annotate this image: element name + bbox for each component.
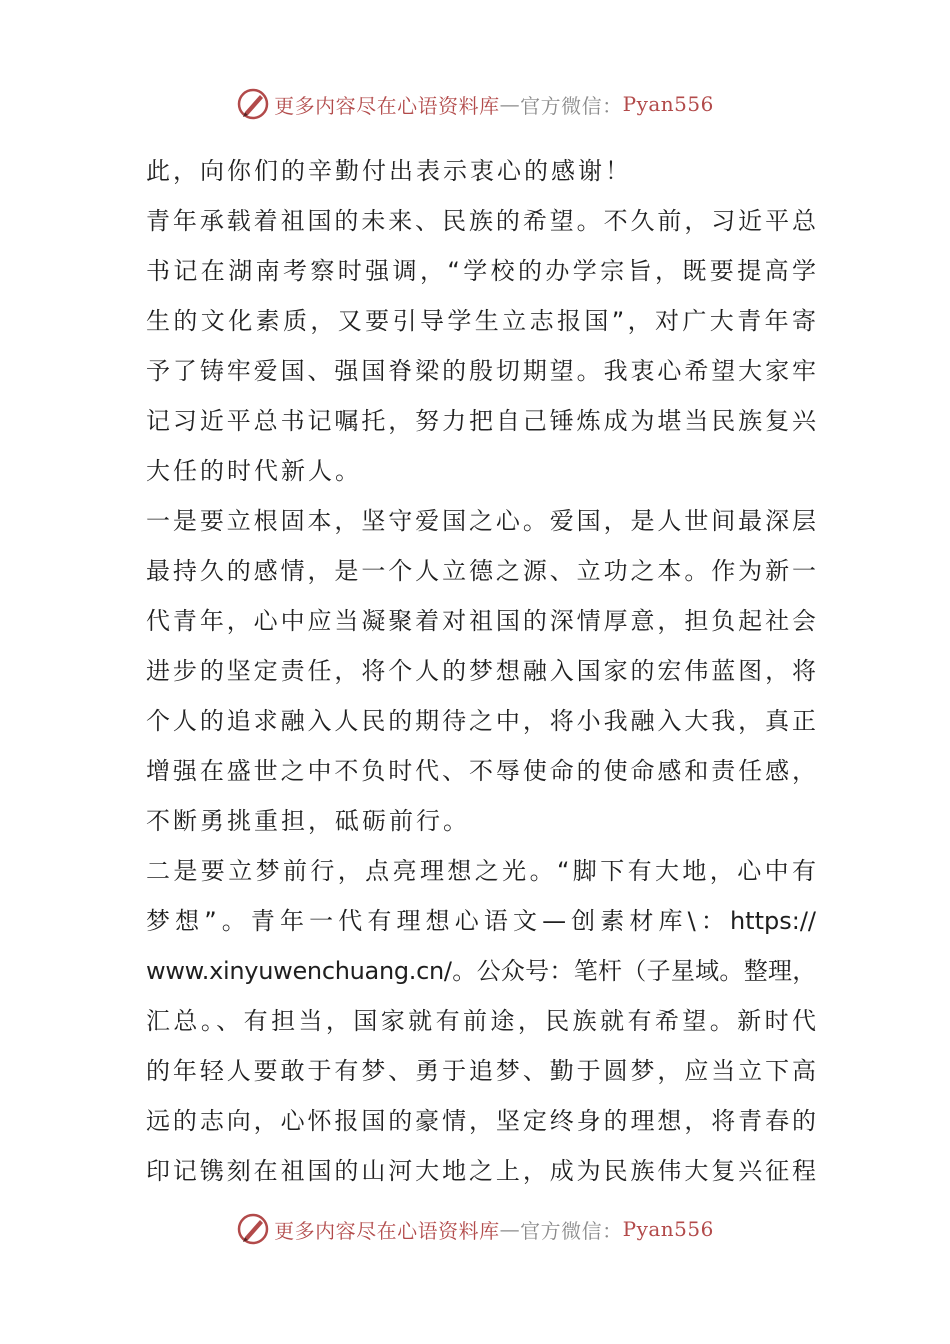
text-line: 予了铸牢爱国、强国脊梁的殷切期望。我衷心希望大家牢 — [146, 357, 816, 385]
footer-contact-id: Pyan556 — [622, 1217, 714, 1241]
text-line: 汇总。、有担当，国家就有前途，民族就有希望。新时代 — [146, 1007, 816, 1035]
header-contact-label: 官方微信： — [520, 93, 623, 118]
text-line: 青年承载着祖国的未来、民族的希望。不久前，习近平总 — [146, 207, 816, 235]
text-line: 最持久的感情，是一个人立德之源、立功之本。作为新一 — [146, 557, 816, 585]
text-line: 一是要立根固本，坚守爱国之心。爱国，是人世间最深层 — [146, 507, 816, 535]
text-line: www.xinyuwenchuang.cn/。公众号：笔杆（子星域。整理， — [146, 957, 816, 985]
text-line: 远的志向，心怀报国的豪情，坚定终身的理想，将青春的 — [146, 1107, 816, 1135]
header-banner — [0, 82, 950, 126]
text-line: 记习近平总书记嘱托，努力把自己锤炼成为堪当民族复兴 — [146, 407, 816, 435]
text-line: 的年轻人要敢于有梦、勇于追梦、勤于圆梦，应当立下高 — [146, 1057, 816, 1085]
text-line: 此，向你们的辛勤付出表示衷心的感谢！ — [146, 157, 632, 185]
text-line: 书记在湖南考察时强调，“学校的办学宗旨，既要提高学 — [146, 257, 816, 285]
text-line: 大任的时代新人。 — [146, 457, 362, 485]
footer-banner — [0, 1207, 950, 1251]
text-line: 增强在盛世之中不负时代、不辱使命的使命感和责任感， — [146, 757, 816, 785]
text-line: 生的文化素质，又要引导学生立志报国”，对广大青年寄 — [146, 307, 816, 335]
pen-logo-icon — [236, 87, 270, 121]
header-contact-id: Pyan556 — [622, 92, 714, 116]
footer-contact-label: 官方微信： — [520, 1218, 623, 1243]
text-line: 个人的追求融入人民的期待之中，将小我融入大我，真正 — [146, 707, 816, 735]
text-line: 进步的坚定责任，将个人的梦想融入国家的宏伟蓝图，将 — [146, 657, 816, 685]
text-line: 不断勇挑重担，砥砺前行。 — [146, 807, 470, 835]
text-line: 二是要立梦前行，点亮理想之光。“脚下有大地，心中有 — [146, 857, 816, 885]
header-dash: — — [499, 92, 521, 116]
text-line: 印记镌刻在祖国的山河大地之上，成为民族伟大复兴征程 — [146, 1157, 816, 1185]
document-body — [146, 146, 816, 1196]
header-brand: 更多内容尽在心语资料库 — [274, 93, 500, 118]
pen-logo-icon — [236, 1212, 270, 1246]
text-line: 梦想”。青年一代有理想心语文—创素材库\：https:// — [146, 907, 816, 935]
footer-brand: 更多内容尽在心语资料库 — [274, 1218, 500, 1243]
text-line: 代青年，心中应当凝聚着对祖国的深情厚意，担负起社会 — [146, 607, 816, 635]
footer-dash: — — [499, 1217, 521, 1241]
